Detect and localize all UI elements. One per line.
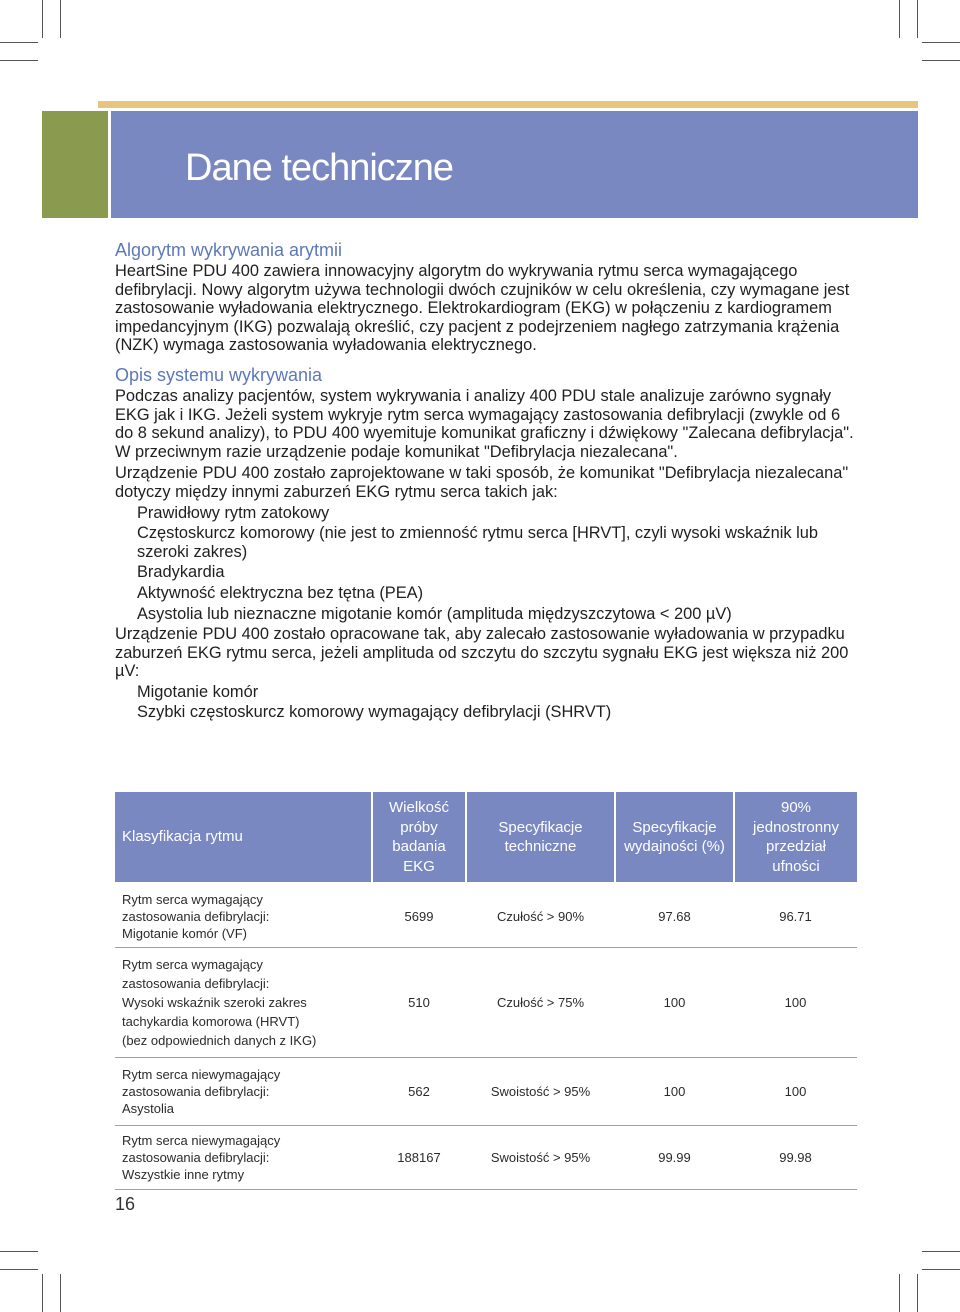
column-header: Wielkość próby badania EKG [372,792,466,884]
list-item: Migotanie komór [137,682,259,701]
classification-cell [115,1126,372,1190]
table-row [115,1058,857,1126]
cell-line: zastosowania defibrylacji: [122,1084,270,1099]
page-title: Dane techniczne [185,147,454,189]
crop-mark [917,1274,918,1312]
cell-line: (bez odpowiednich danych z IKG) [122,1033,317,1048]
sample-size-cell: 188167 [372,1126,466,1190]
cell-line: Rytm serca wymagający [122,891,263,907]
performance-cell: 97.68 [615,884,734,948]
cell-line: Rytm serca niewymagający [122,1067,281,1082]
spec-cell: Swoistość > 95% [466,1126,615,1190]
no-shock-list [137,504,855,624]
list-item: Asystolia lub nieznaczne migotanie komór (amplituda międzyszczytowa < 200 µV) [137,604,732,623]
table-row [115,884,857,948]
crop-mark [922,1251,960,1252]
no-shock-paragraph: Urządzenie PDU 400 zostało zaprojektowane w taki sposób, że komunikat "Defibrylacja niezalecana" dotyczy między innymi zaburzeń EKG rytmu serca takich jak: [115,464,849,501]
section-heading-algorithm: Algorytm wykrywania arytmii [115,240,343,260]
sample-size-cell: 510 [372,948,466,1058]
cell-line: Rytm serca niewymagający [122,1133,281,1148]
cell-line: Asystolia [122,1101,175,1116]
page-number: 16 [115,1194,136,1214]
column-header: Specyfikacje techniczne [466,792,615,884]
confidence-cell: 100 [734,1058,857,1126]
list-item: Szybki częstoskurcz komorowy wymagający defibrylacji (SHRVT) [137,703,612,722]
list-item: Częstoskurcz komorowy (nie jest to zmienność rytmu serca [HRVT], czyli wysoki wskaźnik lub szeroki zakres) [137,524,819,561]
crop-mark [42,0,43,38]
cell-line: tachykardia komorowa (HRVT) [122,1014,300,1029]
cell-line: Migotanie komór (VF) [122,925,247,941]
performance-cell: 100 [615,948,734,1058]
table-row [115,1126,857,1190]
crop-mark [0,1251,38,1252]
list-item: Aktywność elektryczna bez tętna (PEA) [137,583,424,602]
crop-mark [922,60,960,61]
crop-mark [899,1274,900,1312]
crop-mark [899,0,900,38]
classification-cell [115,884,372,948]
table-header-row [115,792,857,884]
shock-paragraph: Urządzenie PDU 400 zostało opracowane tak, aby zalecało zastosowanie wyładowania w przypadku zaburzeń EKG rytmu serca, jeżeli amplituda od szczytu do szczytu sygnału EKG jest większa niż 200 µV: [115,625,849,681]
header-green-block [42,111,108,218]
performance-cell: 100 [615,1058,734,1126]
rhythm-classification-table [115,792,857,1190]
header-accent-bar [98,101,918,108]
detection-paragraph: Podczas analizy pacjentów, system wykrywania i analizy 400 PDU stale analizuje zarówno sygnały EKG jak i IKG. Jeżeli system wykryje rytm serca wymagający zastosowania defibrylacji (zwykle od 6 do 8 sekund analizy), to PDU 400 wyemituje komunikat graficzny i dźwiękowy "Zalecana defibrylacja". W przeciwnym razie urządzenie podaje komunikat "Defibrylacja niezalecana". [115,386,854,461]
table-row [115,948,857,1058]
list-item: Prawidłowy rytm zatokowy [137,503,330,522]
crop-mark [922,1269,960,1270]
crop-mark [0,60,38,61]
cell-line: zastosowania defibrylacji: [122,1150,270,1165]
sample-size-cell: 5699 [372,884,466,948]
sample-size-cell: 562 [372,1058,466,1126]
classification-cell [115,1058,372,1126]
confidence-cell: 96.71 [734,884,857,948]
shock-list [137,683,855,722]
column-header: Specyfikacje wydajności (%) [615,792,734,884]
cell-line: Wszystkie inne rytmy [122,1167,245,1182]
spec-cell: Czułość > 75% [466,948,615,1058]
performance-cell: 99.99 [615,1126,734,1190]
cell-line: Rytm serca wymagający [122,957,263,972]
crop-mark [42,1274,43,1312]
crop-mark [922,42,960,43]
column-header: Klasyfikacja rytmu [115,792,372,884]
confidence-cell: 99.98 [734,1126,857,1190]
main-content [115,238,855,724]
column-header: 90% jednostronny przedział ufności [734,792,857,884]
classification-cell [115,948,372,1058]
cell-line: zastosowania defibrylacji: [122,908,270,924]
crop-mark [0,1269,38,1270]
crop-mark [0,42,38,43]
algorithm-paragraph: HeartSine PDU 400 zawiera innowacyjny algorytm do wykrywania rytmu serca wymagającego defibrylacji. Nowy algorytm używa technologii dwóch czujników w celu określenia, czy wymagane jest zastosowanie wyładowania elektrycznego. Elektrokardiogram (EKG) w połączeniu z kardiogramem impedancyjnym (IKG) pozwalają określić, czy pacjent z podejrzeniem nagłego zatrzymania krążenia (NZK) wymaga zastosowania wyładowania elektrycznego. [115,262,850,355]
crop-mark [60,0,61,38]
list-item: Bradykardia [137,563,225,582]
cell-line: Wysoki wskaźnik szeroki zakres [122,995,307,1010]
section-heading-detection: Opis systemu wykrywania [115,364,323,385]
crop-mark [60,1274,61,1312]
spec-cell: Swoistość > 95% [466,1058,615,1126]
confidence-cell: 100 [734,948,857,1058]
cell-line: zastosowania defibrylacji: [122,976,270,991]
spec-cell: Czułość > 90% [466,884,615,948]
crop-mark [917,0,918,38]
